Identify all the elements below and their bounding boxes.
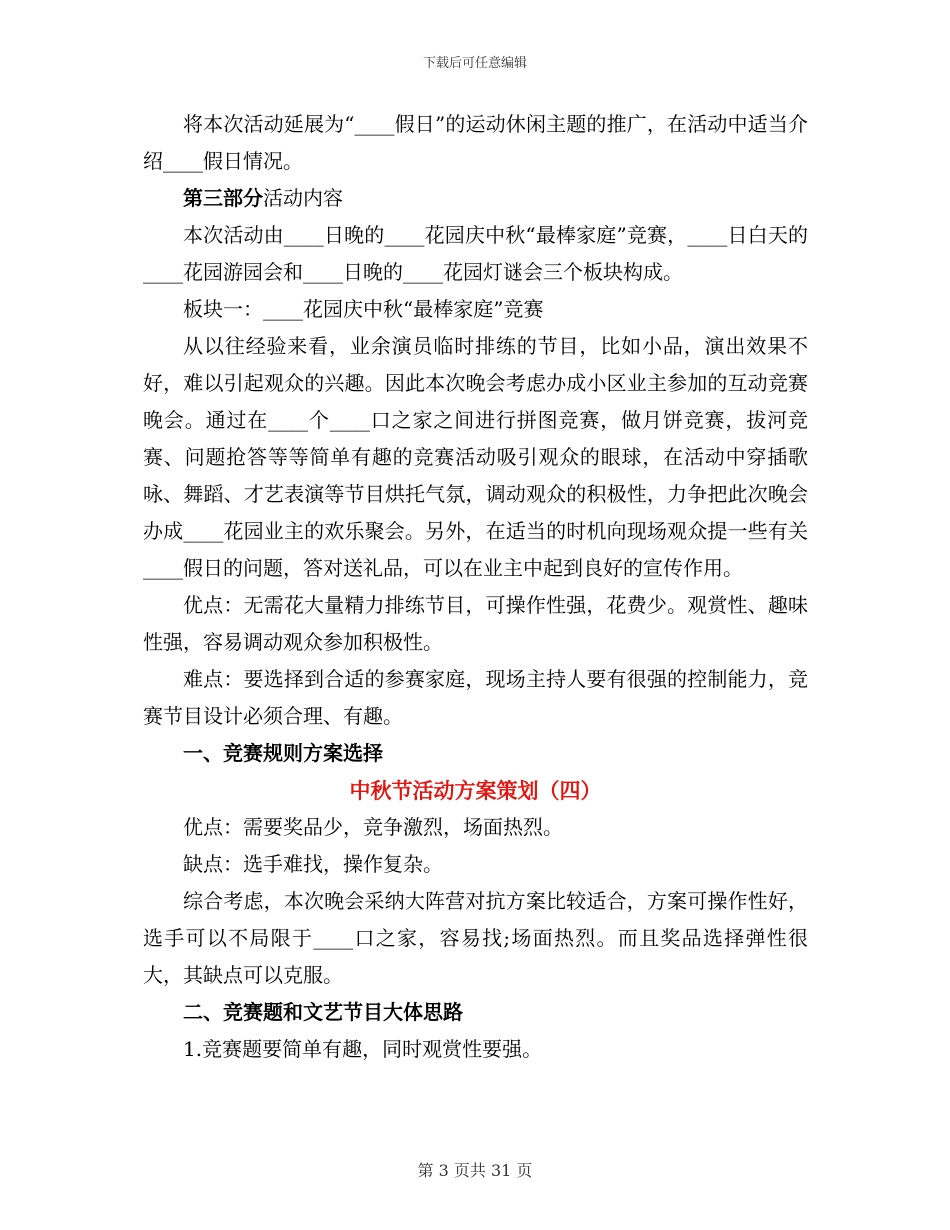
paragraph: 优点：需要奖品少，竞争激烈，场面热烈。 bbox=[183, 815, 563, 839]
paragraph: 从以往经验来看，业余演员临时排练的节目，比如小品，演出效果不好，难以引起观众的兴趣。因此本次晚会考虑办成小区业主参加的互动竞赛晚会。通过在____个____口之家之间进行拼图竞赛，做月饼竞赛，拔河竞赛、问题抢答等等简单有趣的竞赛活动吸引观众的眼球，在活动中穿插歌咏、舞蹈、才艺表演等节目烘托气氛，调动观众的积极性，力争把此次晚会办成____花园业主的欢乐聚会。另外，在适当的时机向现场观众提一些有关____假日的问题，答对送礼品，可以在业主中起到良好的宣传作用。 bbox=[143, 334, 808, 580]
red-document-title: 中秋节活动方案策划（四） bbox=[349, 778, 602, 803]
heading-program-ideas: 二、竞赛题和文艺节目大体思路 bbox=[183, 1000, 463, 1024]
paragraph: 板块一：____花园庆中秋“最棒家庭”竞赛 bbox=[183, 297, 544, 321]
paragraph: 综合考虑，本次晚会采纳大阵营对抗方案比较适合，方案可操作性好，选手可以不局限于____口之家，容易找;场面热烈。而且奖品选择弹性很大，其缺点可以克服。 bbox=[143, 889, 808, 987]
paragraph: 缺点：选手难找，操作复杂。 bbox=[183, 852, 443, 876]
paragraph: 将本次活动延展为“____假日”的运动休闲主题的推广，在活动中适当介绍____假日情况。 bbox=[143, 112, 808, 173]
page-header: 下载后可任意编辑 bbox=[422, 56, 527, 71]
paragraph: 本次活动由____日晚的____花园庆中秋“最棒家庭”竞赛，____日白天的____花园游园会和____日晚的____花园灯谜会三个板块构成。 bbox=[143, 223, 808, 284]
section-heading-part-three bbox=[143, 180, 808, 217]
section-label: 第三部分 bbox=[183, 186, 263, 210]
paragraph: 难点：要选择到合适的参赛家庭，现场主持人要有很强的控制能力，竞赛节目设计必须合理、有趣。 bbox=[143, 667, 808, 728]
heading-rules-selection: 一、竞赛规则方案选择 bbox=[183, 741, 383, 765]
paragraph: 优点：无需花大量精力排练节目，可操作性强，花费少。观赏性、趣味性强，容易调动观众参加积极性。 bbox=[143, 593, 808, 654]
section-title: 活动内容 bbox=[263, 186, 343, 210]
document-body bbox=[143, 106, 808, 1068]
page-footer: 第 3 页共 31 页 bbox=[417, 1161, 533, 1180]
paragraph: 1.竞赛题要简单有趣，同时观赏性要强。 bbox=[183, 1037, 543, 1061]
